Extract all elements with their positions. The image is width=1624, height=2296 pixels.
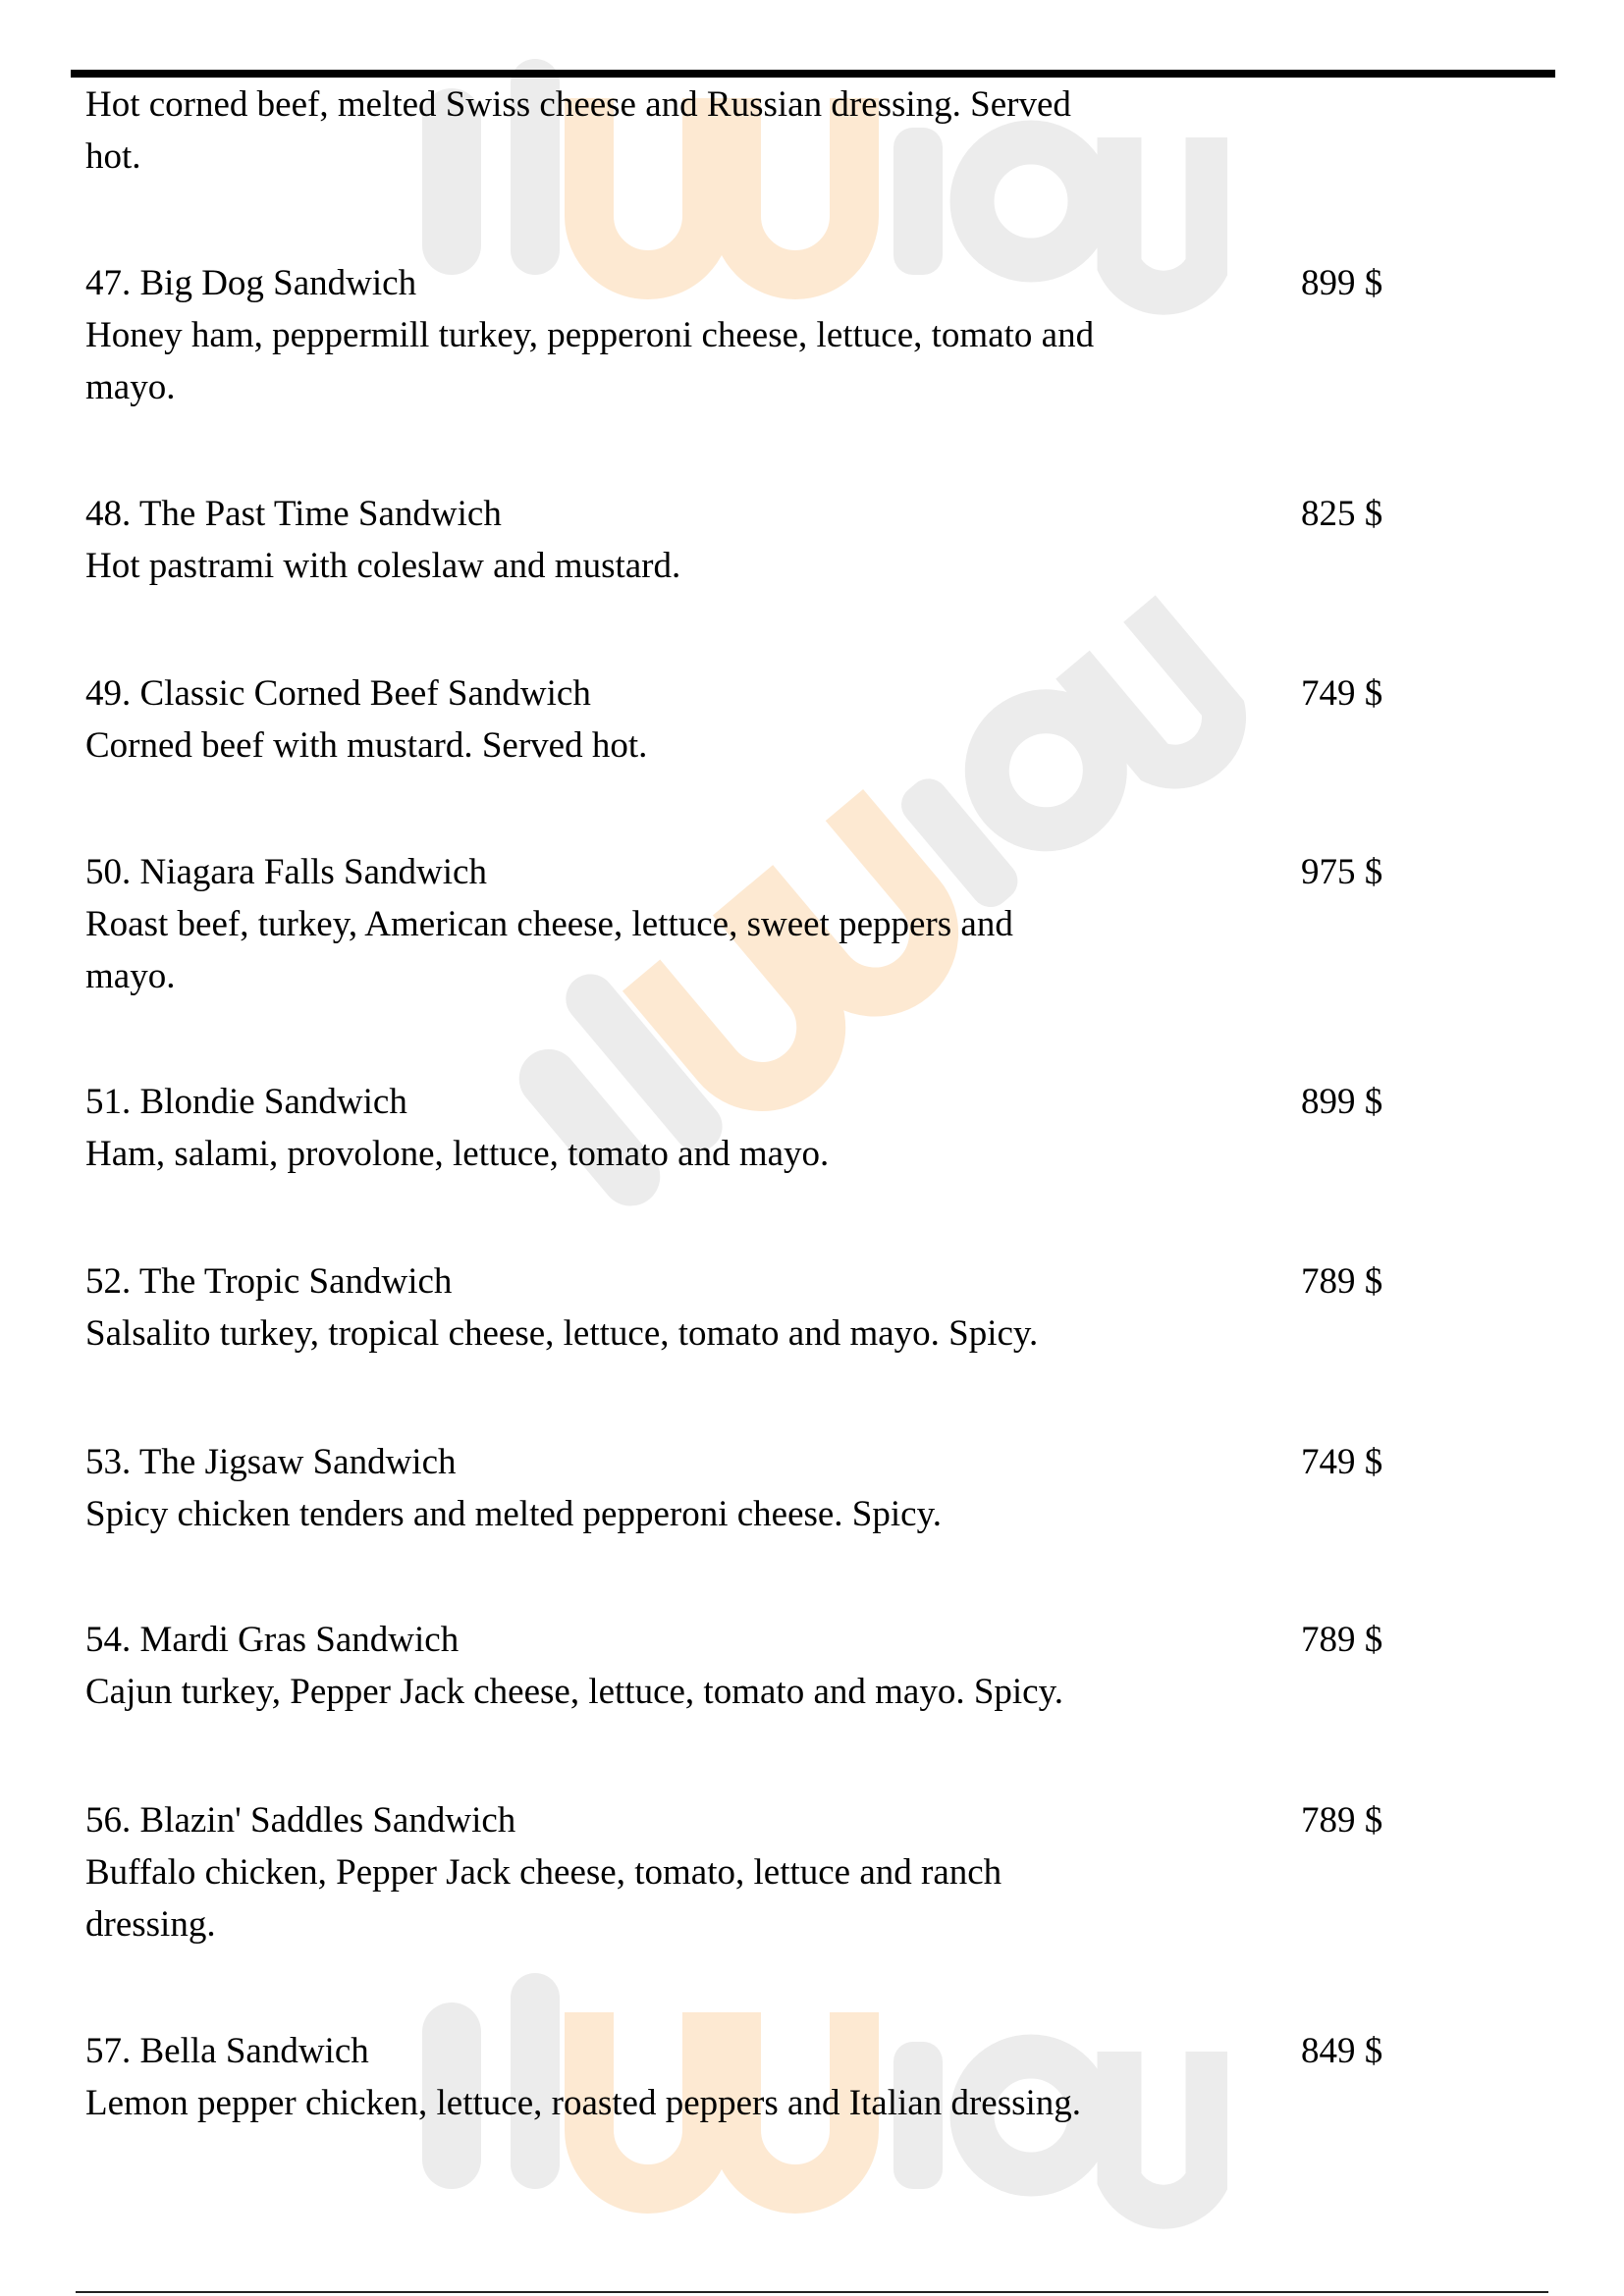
item-price: 749 $ bbox=[1301, 673, 1383, 714]
item-title: 51. Blondie Sandwich bbox=[85, 1082, 407, 1122]
item-description: Hot corned beef, melted Swiss cheese and Russian dressing. Served hot. bbox=[85, 84, 1071, 177]
continued-item bbox=[85, 79, 1460, 183]
item-description: Roast beef, turkey, American cheese, lettuce, sweet peppers and mayo. bbox=[85, 904, 1013, 996]
top-rule bbox=[71, 70, 1555, 78]
menu-item bbox=[85, 488, 1460, 592]
item-title: 47. Big Dog Sandwich bbox=[85, 263, 417, 303]
item-title: 49. Classic Corned Beef Sandwich bbox=[85, 673, 591, 714]
item-title: 57. Bella Sandwich bbox=[85, 2031, 369, 2071]
menu-item bbox=[85, 257, 1460, 413]
menu-item bbox=[85, 1614, 1460, 1718]
item-title: 53. The Jigsaw Sandwich bbox=[85, 1442, 457, 1482]
item-price: 899 $ bbox=[1301, 1082, 1383, 1122]
menu-item bbox=[85, 1794, 1460, 1950]
item-description: Ham, salami, provolone, lettuce, tomato and mayo. bbox=[85, 1134, 830, 1174]
menu-item bbox=[85, 1076, 1460, 1180]
item-price: 899 $ bbox=[1301, 263, 1383, 303]
item-title: 54. Mardi Gras Sandwich bbox=[85, 1620, 460, 1660]
item-title: 50. Niagara Falls Sandwich bbox=[85, 852, 487, 892]
item-title: 48. The Past Time Sandwich bbox=[85, 494, 502, 534]
item-description: Salsalito turkey, tropical cheese, lettuce, tomato and mayo. Spicy. bbox=[85, 1313, 1039, 1354]
item-price: 789 $ bbox=[1301, 1800, 1383, 1841]
item-description: Hot pastrami with coleslaw and mustard. bbox=[85, 546, 681, 586]
item-price: 975 $ bbox=[1301, 852, 1383, 892]
item-description: Spicy chicken tenders and melted pepperoni cheese. Spicy. bbox=[85, 1494, 942, 1534]
menu-item bbox=[85, 846, 1460, 1002]
item-price: 789 $ bbox=[1301, 1261, 1383, 1302]
item-price: 749 $ bbox=[1301, 1442, 1383, 1482]
item-description: Cajun turkey, Pepper Jack cheese, lettuce, tomato and mayo. Spicy. bbox=[85, 1672, 1063, 1712]
item-description: Lemon pepper chicken, lettuce, roasted peppers and Italian dressing. bbox=[85, 2083, 1082, 2123]
item-description: Honey ham, peppermill turkey, pepperoni cheese, lettuce, tomato and mayo. bbox=[85, 315, 1095, 407]
menu-item bbox=[85, 2025, 1460, 2129]
menu-item bbox=[85, 667, 1460, 772]
bottom-rule bbox=[76, 2291, 1548, 2293]
menu-item bbox=[85, 1255, 1460, 1360]
item-price: 789 $ bbox=[1301, 1620, 1383, 1660]
item-description: Corned beef with mustard. Served hot. bbox=[85, 725, 648, 766]
item-price: 825 $ bbox=[1301, 494, 1383, 534]
item-price: 849 $ bbox=[1301, 2031, 1383, 2071]
item-title: 52. The Tropic Sandwich bbox=[85, 1261, 453, 1302]
item-title: 56. Blazin' Saddles Sandwich bbox=[85, 1800, 516, 1841]
menu-item bbox=[85, 1436, 1460, 1540]
item-description: Buffalo chicken, Pepper Jack cheese, tomato, lettuce and ranch dressing. bbox=[85, 1852, 1002, 1945]
